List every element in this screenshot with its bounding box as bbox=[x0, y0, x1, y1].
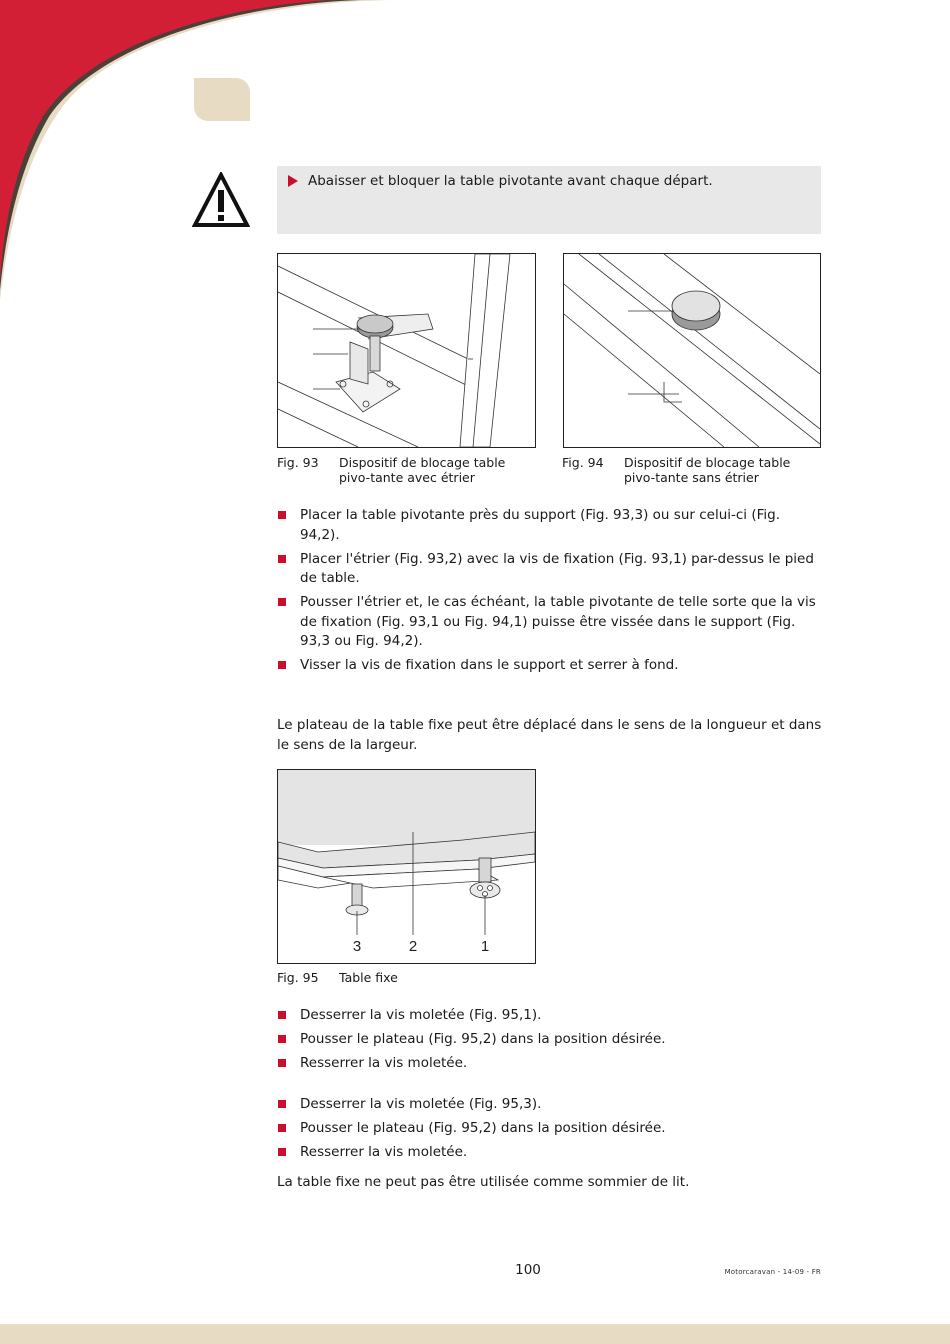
list-item-text: Pousser le plateau (Fig. 95,2) dans la position désirée. bbox=[300, 1031, 666, 1047]
warning-text: Abaisser et bloquer la table pivotante avant chaque départ. bbox=[308, 173, 713, 189]
figure-93-caption bbox=[277, 455, 539, 485]
list-item-text: Pousser le plateau (Fig. 95,2) dans la position désirée. bbox=[300, 1120, 666, 1136]
bullet-square-icon bbox=[278, 1124, 286, 1132]
figure-number: Fig. 93 bbox=[277, 455, 319, 470]
figure-caption-text: Table fixe bbox=[339, 970, 398, 985]
list-item-text: Desserrer la vis moletée (Fig. 95,1). bbox=[300, 1007, 542, 1023]
figure-label-1: 1 bbox=[480, 938, 490, 955]
list-item-text: Resserrer la vis moletée. bbox=[300, 1055, 468, 1071]
figure-number: Fig. 95 bbox=[277, 970, 319, 985]
list-item-text: Pousser l'étrier et, le cas échéant, la table pivotante de telle sorte que la vis de fixation (Fig. 93,1 ou Fig. 94,1) puisse être vissée dans le support (Fig. 93,3 ou Fig. 94,2). bbox=[300, 594, 816, 649]
list-item-text: Visser la vis de fixation dans le support et serrer à fond. bbox=[300, 657, 679, 673]
list-item-text: Placer la table pivotante près du support (Fig. 93,3) ou sur celui-ci (Fig. 94,2). bbox=[300, 507, 780, 543]
warning-item bbox=[287, 172, 713, 190]
bottom-band bbox=[0, 1324, 950, 1344]
warning-triangle-icon bbox=[192, 172, 250, 228]
list-item-text: Desserrer la vis moletée (Fig. 95,3). bbox=[300, 1096, 542, 1112]
triangle-right-icon bbox=[287, 175, 299, 187]
page-number: 100 bbox=[515, 1262, 541, 1278]
bullet-square-icon bbox=[278, 661, 286, 669]
document-code: Motorcaravan - 14-09 - FR bbox=[724, 1268, 821, 1276]
figure-caption-text: Dispositif de blocage table pivo-tante avec étrier bbox=[339, 455, 506, 485]
figure-95-image bbox=[277, 769, 536, 964]
fixed-table-intro: Le plateau de la table fixe peut être déplacé dans le sens de la longueur et dans le sens de la largeur. bbox=[277, 717, 822, 753]
figure-94-image bbox=[563, 253, 821, 448]
swivel-table-steps bbox=[277, 506, 822, 680]
list-item bbox=[277, 550, 822, 589]
figure-93-image bbox=[277, 253, 536, 448]
list-item bbox=[277, 1030, 822, 1050]
bullet-square-icon bbox=[278, 511, 286, 519]
bullet-square-icon bbox=[278, 1059, 286, 1067]
list-item-text: Placer l'étrier (Fig. 93,2) avec la vis de fixation (Fig. 93,1) par-dessus le pied de table. bbox=[300, 550, 814, 586]
bullet-square-icon bbox=[278, 598, 286, 606]
list-item bbox=[277, 656, 822, 676]
fixed-table-note: La table fixe ne peut pas être utilisée comme sommier de lit. bbox=[277, 1174, 690, 1190]
list-item bbox=[277, 1006, 822, 1026]
warning-box bbox=[277, 166, 821, 234]
figure-caption-text: Dispositif de blocage table pivo-tante sans étrier bbox=[624, 455, 791, 485]
fixed-table-steps-b bbox=[277, 1095, 822, 1167]
bullet-square-icon bbox=[278, 1100, 286, 1108]
bullet-square-icon bbox=[278, 555, 286, 563]
bullet-square-icon bbox=[278, 1148, 286, 1156]
list-item bbox=[277, 506, 822, 545]
bullet-square-icon bbox=[278, 1035, 286, 1043]
figure-number: Fig. 94 bbox=[562, 455, 604, 470]
list-item bbox=[277, 1119, 822, 1139]
list-item-text: Resserrer la vis moletée. bbox=[300, 1144, 468, 1160]
figure-label-3: 3 bbox=[352, 938, 362, 955]
list-item bbox=[277, 1143, 822, 1163]
figure-94-caption bbox=[562, 455, 824, 485]
figure-label-2: 2 bbox=[408, 938, 418, 955]
list-item bbox=[277, 593, 822, 652]
chapter-tab bbox=[194, 78, 250, 121]
figure-95-caption bbox=[277, 970, 539, 985]
list-item bbox=[277, 1054, 822, 1074]
list-item bbox=[277, 1095, 822, 1115]
fixed-table-steps-a bbox=[277, 1006, 822, 1078]
bullet-square-icon bbox=[278, 1011, 286, 1019]
